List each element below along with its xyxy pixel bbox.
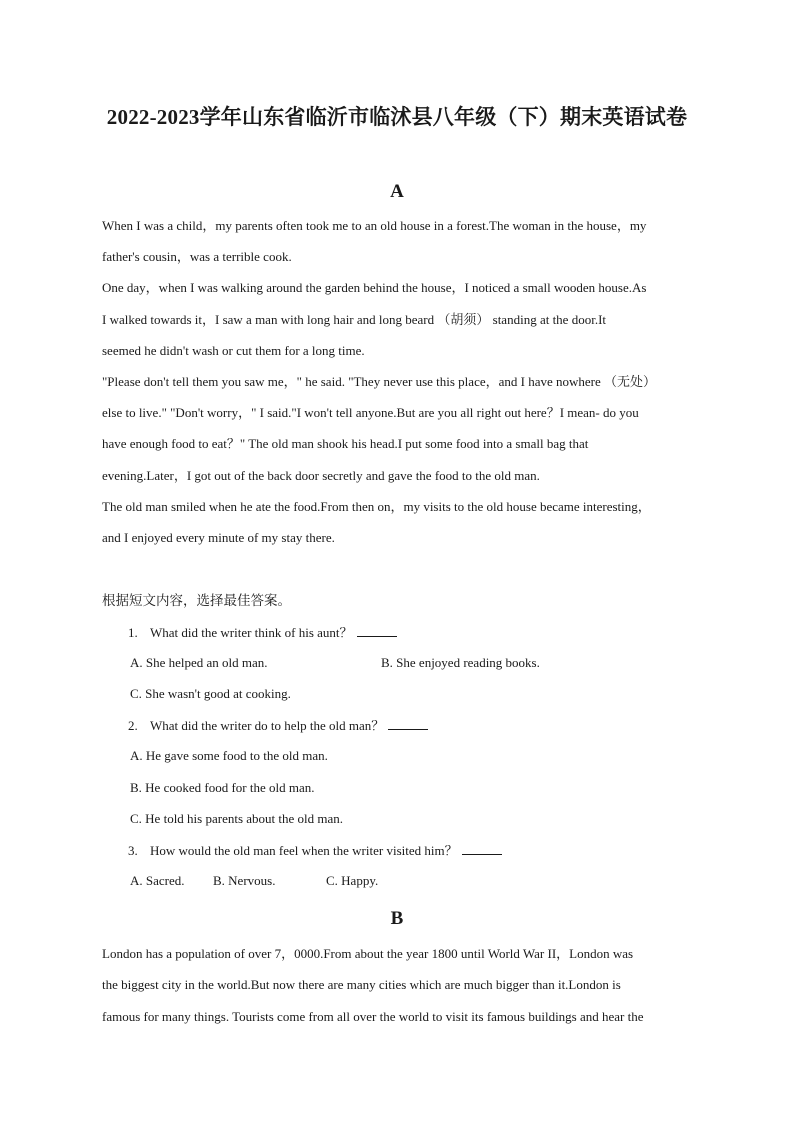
passage-a-line: When I was a child，my parents often took me to an old house in a forest.The woman in the house，my <box>102 218 647 233</box>
question-3 <box>128 841 502 860</box>
instruction-text: 根据短文内容，选择最佳答案。 <box>102 593 291 608</box>
question-2-option-c: C. He told his parents about the old man. <box>130 811 344 826</box>
passage-a-line: The old man smiled when he ate the food.From then on，my visits to the old house became interesting， <box>102 499 651 514</box>
question-3-option-a: A. Sacred. <box>130 873 185 888</box>
question-2-option-b: B. He cooked food for the old man. <box>130 780 315 795</box>
question-number: 1. <box>128 625 138 640</box>
question-3-option-b: B. Nervous. <box>213 873 276 888</box>
question-text: What did the writer do to help the old man？ <box>150 718 385 733</box>
question-1-option-b: B. She enjoyed reading books. <box>381 655 540 670</box>
passage-a-line: evening.Later，I got out of the back door secretly and gave the food to the old man. <box>102 468 540 483</box>
question-number: 3. <box>128 843 138 858</box>
passage-a-line: and I enjoyed every minute of my stay there. <box>102 530 335 545</box>
passage-a-line: father's cousin，was a terrible cook. <box>102 249 292 264</box>
question-1-option-c: C. She wasn't good at cooking. <box>130 686 291 701</box>
section-b-heading: B <box>390 908 404 929</box>
question-text: How would the old man feel when the writer visited him？ <box>150 843 458 858</box>
question-2-option-a: A. He gave some food to the old man. <box>130 748 328 763</box>
question-1-option-a: A. She helped an old man. <box>130 655 268 670</box>
exam-title: 2022-2023学年山东省临沂市临沭县八年级（下）期末英语试卷 <box>106 105 688 129</box>
passage-a-line: have enough food to eat？" The old man shook his head.I put some food into a small bag that <box>102 436 589 451</box>
passage-b-line: the biggest city in the world.But now there are many cities which are much bigger than it.London is <box>102 977 621 992</box>
question-text: What did the writer think of his aunt？ <box>150 625 353 640</box>
section-a-heading: A <box>390 181 404 202</box>
question-1 <box>128 623 397 642</box>
passage-b-line: London has a population of over 7，0000.From about the year 1800 until World War II，London was <box>102 946 634 961</box>
question-2 <box>128 716 428 735</box>
answer-blank[interactable] <box>388 716 428 730</box>
passage-a-line: else to live." "Don't worry，" I said."I won't tell anyone.But are you all right out here？I mean- do you <box>102 405 639 420</box>
answer-blank[interactable] <box>462 841 502 855</box>
passage-a-line: seemed he didn't wash or cut them for a long time. <box>102 343 365 358</box>
passage-b-line: famous for many things. Tourists come from all over the world to visit its famous buildings and hear the <box>102 1009 644 1024</box>
answer-blank[interactable] <box>357 623 397 637</box>
passage-a-line: One day，when I was walking around the garden behind the house，I noticed a small wooden house.As <box>102 280 647 295</box>
passage-a-line: I walked towards it，I saw a man with long hair and long beard （胡须） standing at the door.It <box>102 312 607 327</box>
question-number: 2. <box>128 718 138 733</box>
passage-a-line: "Please don't tell them you saw me，" he said. "They never use this place，and I have nowhere （无处） <box>102 374 657 389</box>
question-3-option-c: C. Happy. <box>326 873 379 888</box>
